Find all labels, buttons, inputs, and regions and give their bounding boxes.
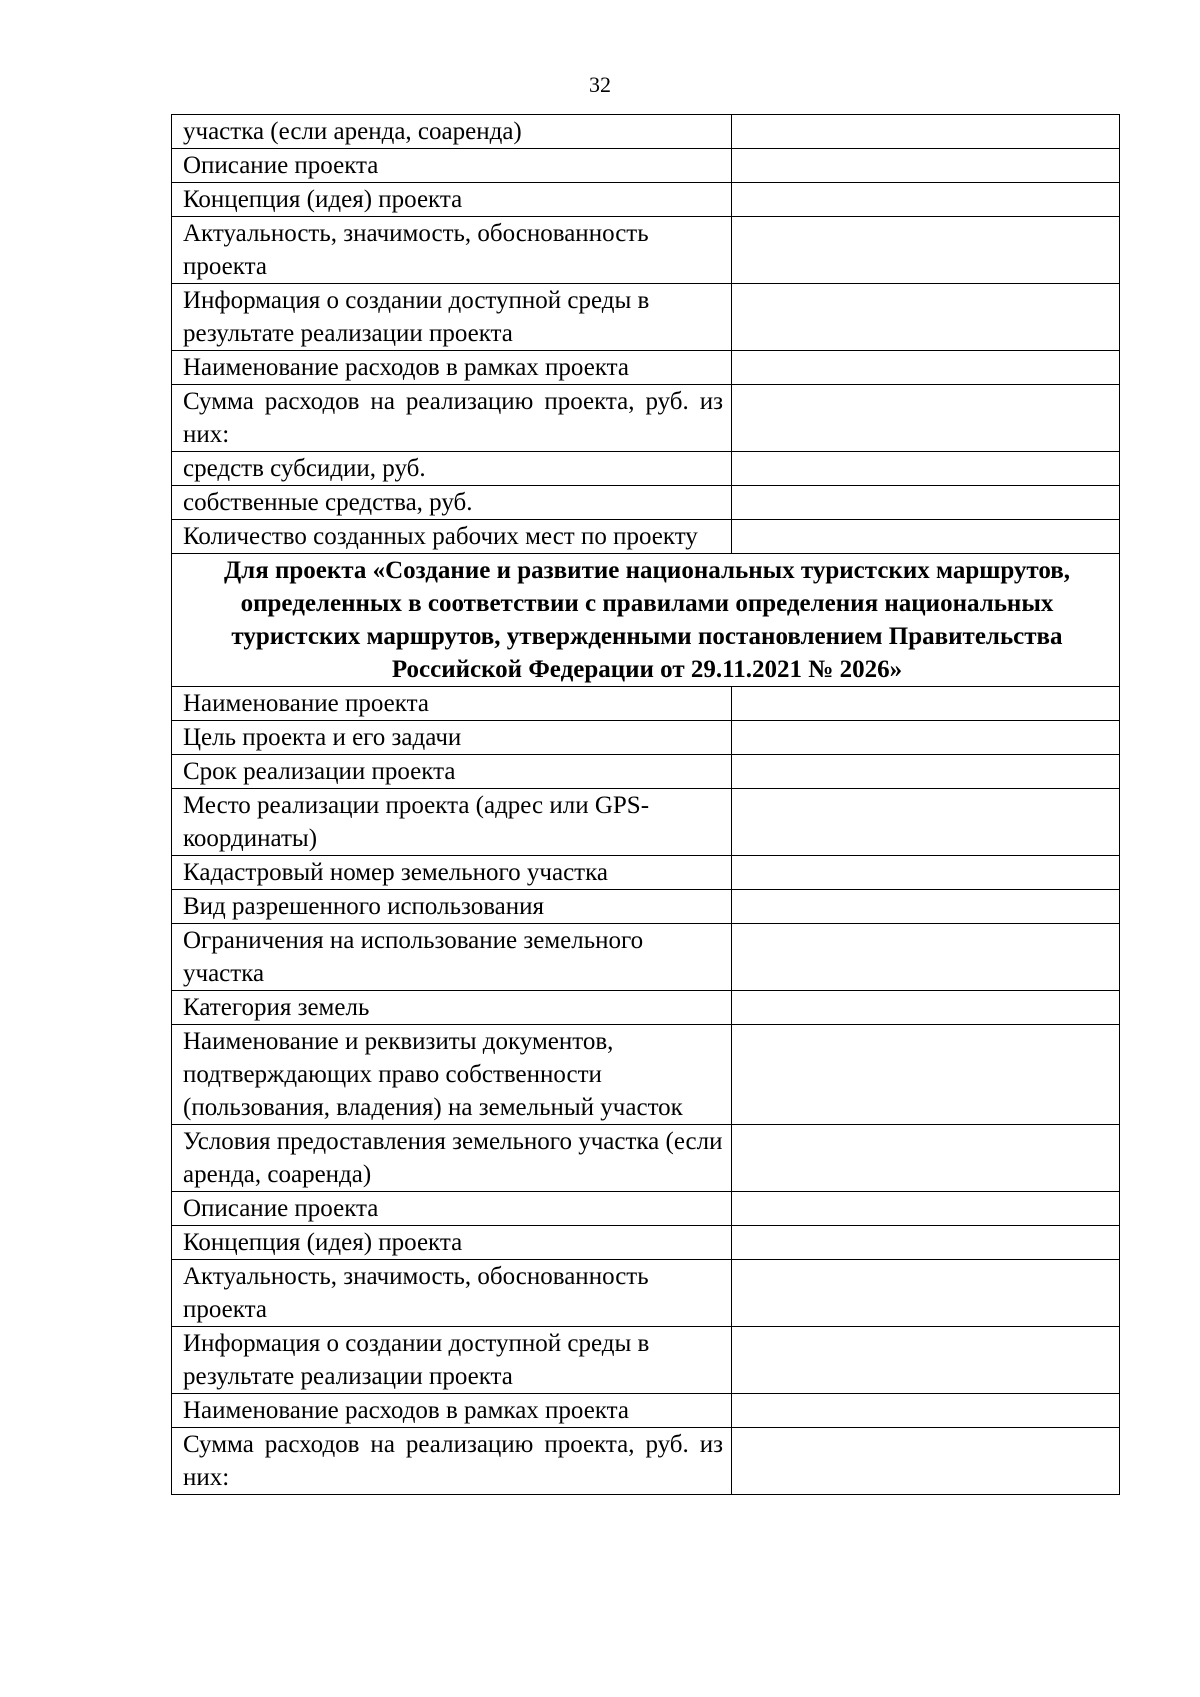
section-header-row — [172, 554, 1120, 687]
table-row — [172, 183, 1120, 217]
row-label: Информация о создании доступной среды в результате реализации проекта — [172, 284, 732, 351]
row-value-cell[interactable] — [732, 789, 1120, 856]
row-value-cell[interactable] — [732, 183, 1120, 217]
table-row — [172, 1428, 1120, 1495]
table-row — [172, 115, 1120, 149]
table-row — [172, 284, 1120, 351]
row-value-cell[interactable] — [732, 385, 1120, 452]
row-label: участка (если аренда, соаренда) — [172, 115, 732, 149]
row-label: Наименование расходов в рамках проекта — [172, 1394, 732, 1428]
row-value-cell[interactable] — [732, 452, 1120, 486]
row-value-cell[interactable] — [732, 856, 1120, 890]
row-label: Концепция (идея) проекта — [172, 1226, 732, 1260]
row-value-cell[interactable] — [732, 1125, 1120, 1192]
row-value-cell[interactable] — [732, 1025, 1120, 1125]
row-value-cell[interactable] — [732, 1192, 1120, 1226]
row-value-cell[interactable] — [732, 115, 1120, 149]
table-row — [172, 721, 1120, 755]
table-row — [172, 890, 1120, 924]
table-row — [172, 1125, 1120, 1192]
table-row — [172, 452, 1120, 486]
row-label: Срок реализации проекта — [172, 755, 732, 789]
row-value-cell[interactable] — [732, 1327, 1120, 1394]
table-row — [172, 856, 1120, 890]
row-value-cell[interactable] — [732, 1428, 1120, 1495]
row-value-cell[interactable] — [732, 284, 1120, 351]
row-label: Кадастровый номер земельного участка — [172, 856, 732, 890]
row-value-cell[interactable] — [732, 217, 1120, 284]
row-label: Цель проекта и его задачи — [172, 721, 732, 755]
row-label: Описание проекта — [172, 149, 732, 183]
row-label: Описание проекта — [172, 1192, 732, 1226]
table-body — [172, 115, 1120, 1495]
table-row — [172, 1394, 1120, 1428]
row-value-cell[interactable] — [732, 687, 1120, 721]
row-label: Вид разрешенного использования — [172, 890, 732, 924]
row-label: Ограничения на использование земельного участка — [172, 924, 732, 991]
row-value-cell[interactable] — [732, 721, 1120, 755]
table-row — [172, 755, 1120, 789]
row-value-cell[interactable] — [732, 351, 1120, 385]
row-label: Сумма расходов на реализацию проекта, руб. из них: — [172, 385, 732, 452]
row-label: Наименование проекта — [172, 687, 732, 721]
project-info-table — [171, 114, 1120, 1495]
table-row — [172, 991, 1120, 1025]
table-row — [172, 351, 1120, 385]
row-label: Место реализации проекта (адрес или GPS-координаты) — [172, 789, 732, 856]
table-row — [172, 149, 1120, 183]
table-row — [172, 520, 1120, 554]
row-label: Наименование и реквизиты документов, подтверждающих право собственности (пользования, владения) на земельный участок — [172, 1025, 732, 1125]
table-row — [172, 687, 1120, 721]
row-value-cell[interactable] — [732, 1394, 1120, 1428]
row-value-cell[interactable] — [732, 890, 1120, 924]
row-label: Сумма расходов на реализацию проекта, руб. из них: — [172, 1428, 732, 1495]
row-label: Наименование расходов в рамках проекта — [172, 351, 732, 385]
table-row — [172, 1260, 1120, 1327]
row-value-cell[interactable] — [732, 1226, 1120, 1260]
row-value-cell[interactable] — [732, 149, 1120, 183]
row-value-cell[interactable] — [732, 520, 1120, 554]
row-label: Условия предоставления земельного участка (если аренда, соаренда) — [172, 1125, 732, 1192]
row-label: собственные средства, руб. — [172, 486, 732, 520]
table-row — [172, 1327, 1120, 1394]
row-value-cell[interactable] — [732, 486, 1120, 520]
section-header: Для проекта «Создание и развитие национальных туристских маршрутов, определенных в соответствии с правилами определения национальных туристских маршрутов, утвержденными постановлением Правительства Российской Федерации от 29.11.2021 № 2026» — [172, 554, 1120, 687]
row-value-cell[interactable] — [732, 1260, 1120, 1327]
row-label: Информация о создании доступной среды в результате реализации проекта — [172, 1327, 732, 1394]
table-row — [172, 385, 1120, 452]
table-row — [172, 1192, 1120, 1226]
table-row — [172, 1226, 1120, 1260]
table-row — [172, 217, 1120, 284]
row-label: Количество созданных рабочих мест по проекту — [172, 520, 732, 554]
row-value-cell[interactable] — [732, 991, 1120, 1025]
row-value-cell[interactable] — [732, 755, 1120, 789]
row-value-cell[interactable] — [732, 924, 1120, 991]
table-row — [172, 1025, 1120, 1125]
table-row — [172, 924, 1120, 991]
page-number: 32 — [589, 72, 611, 97]
row-label: Концепция (идея) проекта — [172, 183, 732, 217]
row-label: Актуальность, значимость, обоснованность проекта — [172, 1260, 732, 1327]
row-label: Актуальность, значимость, обоснованность проекта — [172, 217, 732, 284]
table-row — [172, 486, 1120, 520]
row-label: средств субсидии, руб. — [172, 452, 732, 486]
row-label: Категория земель — [172, 991, 732, 1025]
table-row — [172, 789, 1120, 856]
